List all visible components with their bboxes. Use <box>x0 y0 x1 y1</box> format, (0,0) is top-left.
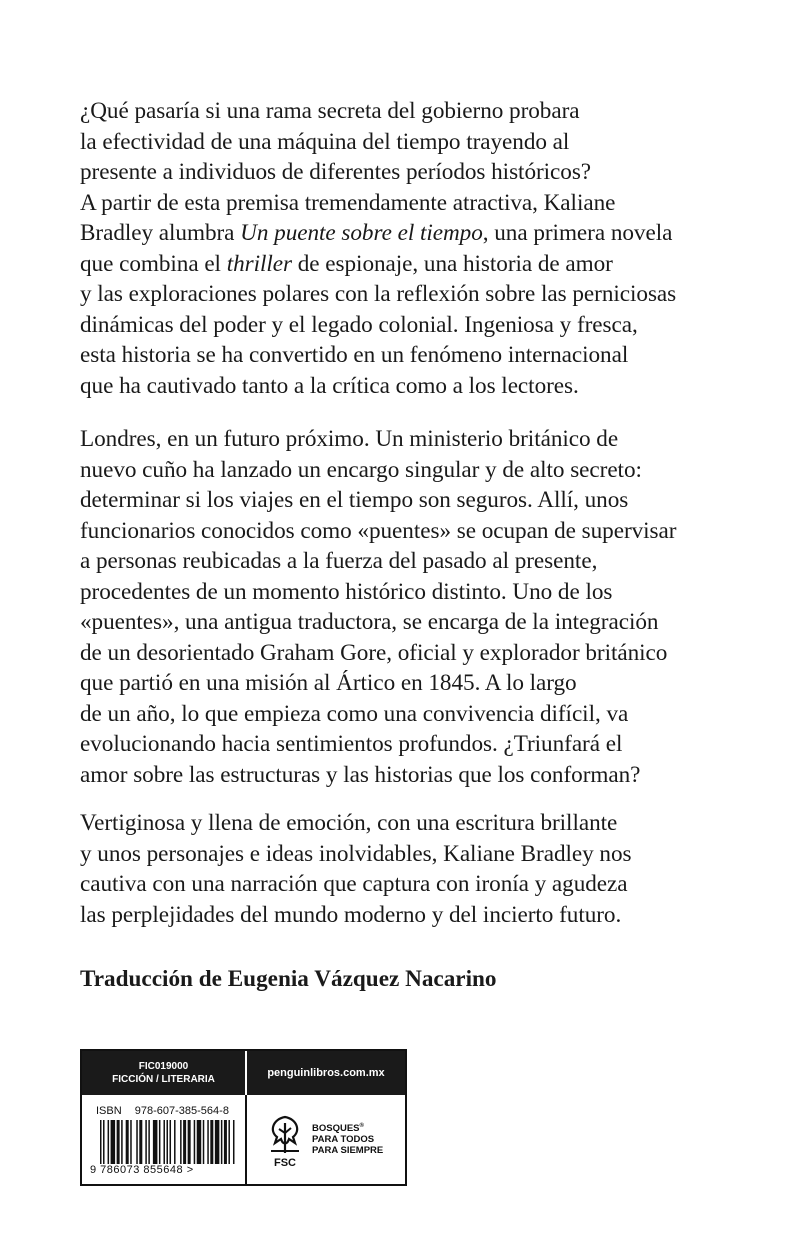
fsc-acronym: FSC <box>274 1157 296 1169</box>
barcode-bar <box>108 1120 110 1164</box>
barcode-bar <box>139 1120 142 1164</box>
barcode-bar <box>197 1120 202 1164</box>
text-segment: a personas reubicadas a la fuerza del pasado al presente, <box>80 548 598 574</box>
blurb-paragraph-praise <box>80 808 760 930</box>
blurb-paragraph-plot <box>80 424 760 790</box>
barcode-bar <box>221 1120 223 1164</box>
barcode-bar <box>203 1120 205 1164</box>
barcode-bar <box>153 1120 158 1164</box>
text-segment: de un año, lo que empieza como una convivencia difícil, va <box>80 700 629 727</box>
text-segment: cautiva con una narración que captura con ironía y agudeza <box>80 871 628 897</box>
barcode-bar <box>194 1120 196 1164</box>
panel-divider <box>245 1095 247 1184</box>
barcode-bar <box>210 1120 213 1164</box>
text-segment: evolucionando hacia sentimientos profundos. ¿Triunfará el <box>80 731 623 757</box>
barcode-bar <box>215 1120 220 1164</box>
text-segment: que partió en una misión al Ártico en 1845. A lo largo <box>80 670 577 696</box>
blurb-paragraph-premise <box>80 96 760 401</box>
barcode-bar <box>148 1120 150 1164</box>
text-line <box>80 279 760 310</box>
italic-title: thriller <box>226 250 293 277</box>
info-panel-header <box>82 1051 405 1095</box>
text-segment: que combina el <box>80 250 227 277</box>
text-line <box>80 371 760 402</box>
barcode-bar <box>166 1120 168 1164</box>
text-line <box>80 607 760 638</box>
text-segment: funcionarios conocidos como «puentes» se ocupan de supervisar <box>80 517 677 544</box>
text-line <box>80 808 760 839</box>
isbn-row <box>96 1105 229 1117</box>
barcode-bar <box>228 1120 230 1164</box>
text-line <box>80 188 760 219</box>
barcode-bar <box>126 1120 129 1164</box>
barcode-bar <box>207 1120 209 1164</box>
text-segment: amor sobre las estructuras y las historias que los conforman? <box>80 761 641 788</box>
text-line <box>80 760 760 791</box>
text-segment: Vertiginosa y llena de emoción, con una escritura brillante <box>80 810 618 836</box>
text-line <box>80 577 760 608</box>
fsc-line2: PARA TODOS <box>312 1134 375 1146</box>
text-segment: Bradley alumbra <box>80 220 241 246</box>
text-segment: de espionaje, una historia de amor <box>292 250 613 277</box>
text-segment: «puentes», una antigua traductora, se encarga de la integración <box>80 609 659 635</box>
barcode-bar <box>121 1120 123 1164</box>
barcode-bar <box>117 1120 120 1164</box>
text-line <box>80 127 760 158</box>
text-segment: , una primera novela <box>482 220 673 246</box>
text-line <box>80 157 760 188</box>
text-segment: dinámicas del poder y el legado colonial. Ingeniosa y fresca, <box>80 311 638 338</box>
text-line <box>80 699 760 730</box>
barcode-bar <box>183 1120 186 1164</box>
publisher-website: penguinlibros.com.mx <box>267 1067 385 1079</box>
text-segment: de un desorientado Graham Gore, oficial y explorador británico <box>80 639 668 666</box>
barcode-icon <box>100 1120 236 1164</box>
barcode-bar <box>130 1120 132 1164</box>
text-line <box>80 340 760 371</box>
text-line <box>80 424 760 455</box>
barcode-bar <box>111 1120 116 1164</box>
text-segment: A partir de esta premisa tremendamente atractiva, Kaliane <box>80 189 616 216</box>
italic-title: Un puente sobre el tiempo <box>240 220 483 246</box>
barcode-bar <box>163 1120 165 1164</box>
text-line <box>80 839 760 870</box>
category-name: FICCIÓN / LITERARIA <box>112 1074 215 1085</box>
text-segment: que ha cautivado tanto a la crítica como a los lectores. <box>80 372 579 399</box>
text-line <box>80 455 760 486</box>
category-code: FIC019000 <box>138 1061 189 1072</box>
barcode-digits: 9 786073 855648 > <box>90 1164 194 1176</box>
barcode-bar <box>100 1120 102 1164</box>
text-segment: ¿Qué pasaría si una rama secreta del gobierno probara <box>80 98 580 124</box>
text-segment: las perplejidades del mundo moderno y del incierto futuro. <box>80 901 622 928</box>
barcode-bar <box>188 1120 191 1164</box>
text-line <box>80 638 760 669</box>
translator-credit: Traducción de Eugenia Vázquez Nacarino <box>80 966 497 992</box>
text-line <box>80 546 760 577</box>
fsc-registered-mark: ® <box>359 1123 364 1129</box>
barcode-bar <box>174 1120 176 1164</box>
text-segment: nuevo cuño ha lanzado un encargo singular y de alto secreto: <box>80 456 642 483</box>
book-info-panel <box>80 1049 407 1186</box>
isbn-label: ISBN <box>96 1105 122 1117</box>
barcode-bar <box>224 1120 227 1164</box>
fsc-line3: PARA SIEMPRE <box>312 1145 384 1157</box>
text-line <box>80 96 760 127</box>
text-segment: y las exploraciones polares con la reflexión sobre las perniciosas <box>80 281 677 307</box>
isbn-number: 978-607-385-564-8 <box>134 1105 229 1117</box>
barcode-bar <box>159 1120 161 1164</box>
barcode-bar <box>233 1120 235 1164</box>
barcode-bar <box>170 1120 172 1164</box>
barcode-bar <box>136 1120 138 1164</box>
fsc-slogan <box>312 1121 383 1156</box>
barcode-bar <box>103 1120 105 1164</box>
text-segment: y unos personajes e ideas inolvidables, Kaliane Bradley nos <box>80 840 632 867</box>
fsc-line1: BOSQUES <box>312 1123 360 1135</box>
text-line <box>80 668 760 699</box>
text-line <box>80 218 760 249</box>
text-line <box>80 900 760 931</box>
text-segment: presente a individuos de diferentes períodos históricos? <box>80 159 592 185</box>
text-segment: procedentes de un momento histórico distinto. Uno de los <box>80 578 613 605</box>
text-line <box>80 869 760 900</box>
category-box <box>82 1051 245 1095</box>
text-line <box>80 516 760 547</box>
fsc-tree-icon <box>265 1113 305 1169</box>
text-line <box>80 729 760 760</box>
barcode-bar <box>180 1120 182 1164</box>
barcode-bar <box>145 1120 147 1164</box>
text-segment: Londres, en un futuro próximo. Un ministerio británico de <box>80 426 619 452</box>
text-line <box>80 310 760 341</box>
text-segment: la efectividad de una máquina del tiempo trayendo al <box>80 128 570 155</box>
text-segment: esta historia se ha convertido en un fenómeno internacional <box>80 342 629 368</box>
text-segment: determinar si los viajes en el tiempo son seguros. Allí, unos <box>80 487 629 513</box>
text-line <box>80 485 760 516</box>
text-line <box>80 249 760 280</box>
